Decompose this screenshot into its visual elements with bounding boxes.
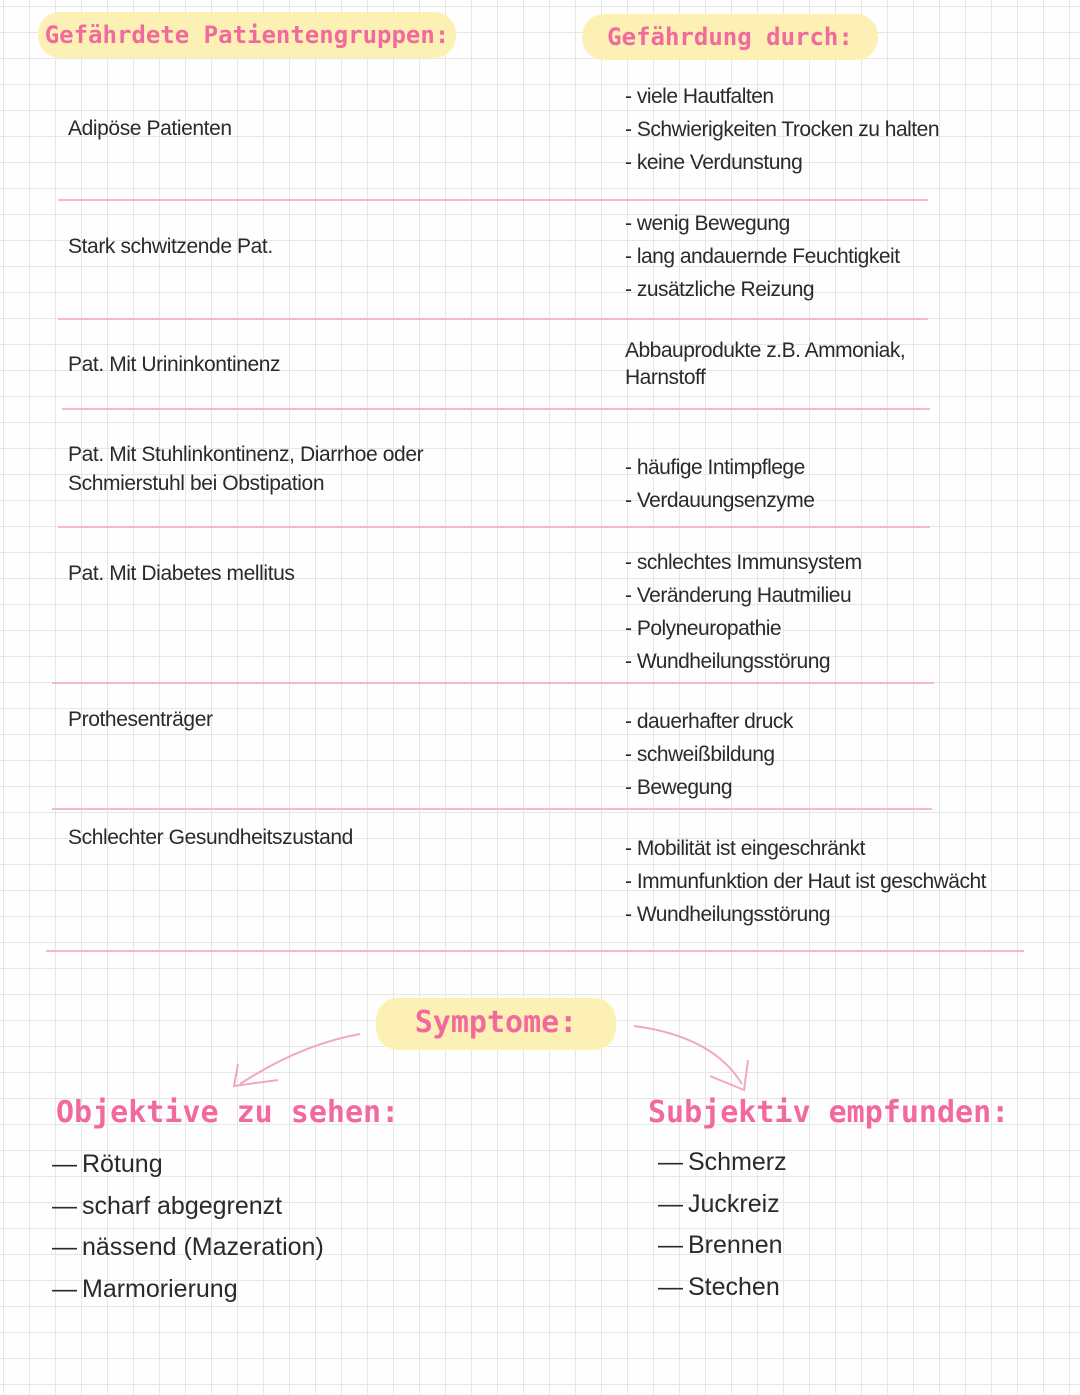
reason-item: - Bewegung	[625, 776, 733, 799]
risk-factors-heading: Gefährdung durch:	[582, 14, 878, 60]
group-poor-health: Schlechter Gesundheitszustand	[68, 826, 353, 849]
reason-item: - Veränderung Hautmilieu	[625, 584, 852, 607]
symptom-text: Stechen	[688, 1272, 780, 1301]
group-adipose: Adipöse Patienten	[68, 117, 232, 140]
row-divider	[58, 318, 928, 320]
symptom-text: nässend (Mazeration)	[82, 1233, 324, 1261]
group-sweating: Stark schwitzende Pat.	[68, 235, 273, 258]
reason-item: - Schwierigkeiten Trocken zu halten	[625, 118, 939, 141]
objective-heading: Objektive zu sehen:	[56, 1095, 400, 1130]
reasons-fecal-incontinence	[625, 451, 1065, 517]
symptom-text: Juckreiz	[688, 1189, 780, 1218]
reasons-prosthesis	[625, 705, 1065, 804]
list-item	[52, 1186, 324, 1228]
reason-item: - schweißbildung	[625, 743, 775, 766]
reason-item: - Polyneuropathie	[625, 617, 782, 640]
reasons-diabetes	[625, 546, 1065, 678]
row-divider	[58, 526, 930, 528]
reasons-adipose	[625, 80, 1065, 179]
list-item	[52, 1269, 324, 1311]
reason-item: - Immunfunktion der Haut ist geschwächt	[625, 870, 987, 893]
arrow-left-icon	[226, 1026, 366, 1096]
reason-item: - Wundheilungsstörung	[625, 903, 831, 926]
objective-symptom-list	[52, 1144, 324, 1310]
dash-bullet: —	[658, 1231, 683, 1259]
patient-groups-heading: Gefährdete Patientengruppen:	[38, 12, 456, 58]
group-prosthesis: Prothesenträger	[68, 708, 213, 731]
reason-item: - zusätzliche Reizung	[625, 278, 815, 301]
list-item	[52, 1144, 324, 1186]
list-item	[52, 1227, 324, 1269]
dash-bullet: —	[52, 1150, 77, 1178]
subjective-symptom-list	[658, 1142, 787, 1308]
symptom-text: scharf abgegrenzt	[82, 1191, 283, 1220]
row-divider	[62, 408, 930, 410]
dash-bullet: —	[658, 1272, 683, 1301]
symptom-text: Marmorierung	[82, 1274, 238, 1303]
reasons-poor-health	[625, 832, 1065, 931]
reason-item: - viele Hautfalten	[625, 85, 774, 108]
group-fecal-incontinence	[68, 440, 568, 498]
group-urinary-incontinence: Pat. Mit Urininkontinenz	[68, 353, 281, 376]
arrow-right-icon	[630, 1018, 760, 1098]
group-line: Pat. Mit Stuhlinkontinenz, Diarrhoe oder	[68, 443, 424, 466]
dash-bullet: —	[658, 1189, 683, 1218]
reasons-sweating	[625, 207, 1065, 306]
reason-item: - keine Verdunstung	[625, 151, 803, 174]
dash-bullet: —	[52, 1274, 77, 1303]
dash-bullet: —	[52, 1191, 77, 1220]
dash-bullet: —	[52, 1233, 77, 1261]
row-divider	[52, 682, 934, 684]
reason-item: - wenig Bewegung	[625, 212, 790, 235]
reasons-urinary-incontinence	[625, 337, 1065, 391]
dash-bullet: —	[658, 1148, 683, 1176]
list-item	[658, 1184, 787, 1226]
symptoms-heading: Symptome:	[376, 998, 616, 1050]
subjective-heading: Subjektiv empfunden:	[648, 1095, 1010, 1130]
reason-item: - Verdauungsenzyme	[625, 489, 815, 512]
reason-item: Abbauprodukte z.B. Ammoniak,	[625, 339, 906, 362]
reason-item: - lang andauernde Feuchtigkeit	[625, 245, 900, 268]
list-item	[658, 1267, 787, 1309]
list-item	[658, 1225, 787, 1267]
row-divider	[46, 950, 1024, 952]
row-divider	[52, 808, 932, 810]
symptom-text: Schmerz	[688, 1148, 787, 1176]
reason-item: Harnstoff	[625, 366, 706, 389]
group-diabetes: Pat. Mit Diabetes mellitus	[68, 562, 295, 585]
reason-item: - Mobilität ist eingeschränkt	[625, 837, 865, 860]
symptom-text: Rötung	[82, 1150, 163, 1178]
symptom-text: Brennen	[688, 1231, 783, 1259]
row-divider	[58, 199, 928, 201]
reason-item: - Wundheilungsstörung	[625, 650, 831, 673]
reason-item: - schlechtes Immunsystem	[625, 551, 862, 574]
list-item	[658, 1142, 787, 1184]
reason-item: - häufige Intimpflege	[625, 456, 805, 479]
reason-item: - dauerhafter druck	[625, 710, 793, 733]
group-line: Schmierstuhl bei Obstipation	[68, 472, 325, 495]
